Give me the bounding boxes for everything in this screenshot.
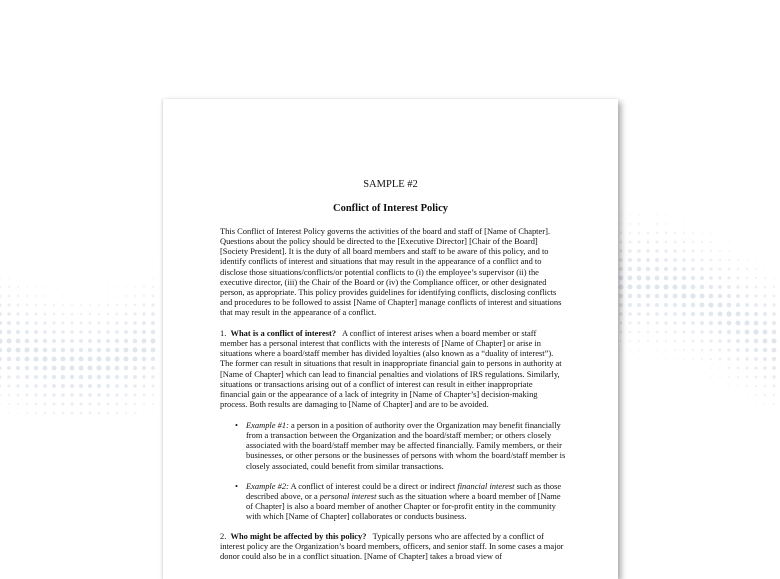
intro-paragraph: This Conflict of Interest Policy governs the activities of the board and staff of [Name of Chapter]. Questions about the policy should be directed to the [Executive Director] [Chair of the Board] [Society President]. It is the duty of all board members and staff to be aware of this policy, and to identify conflicts of interest and situations that may result in the appearance of a conflict and to disclose those situations/conflicts/or potential conflicts to (i) the employee’s supervisor (ii) the executive director, (iii) the Chair of the Board or (iv) the Compliance officer, or other designated person, as appropriate. This policy provides guidelines for identifying conflicts, disclosing conflicts and procedures to be followed to assist [Name of Chapter] manage conflicts of interest and situations that may result in the appearance of a conflict. [220,226,564,317]
example-text: A conflict of interest could be a direct or indirect [289,481,457,491]
section-2-heading: Who might be affected by this policy? [231,531,367,541]
section-1-body: A conflict of interest arises when a board member or staff member has a personal interest that conflicts with the interests of [Name of Chapter] or arise in situations where a board/staff member has divided loyalties (also known as a “duality of interest”). The former can result in situations that result in inappropriate financial gain to persons in authority at [Name of Chapter] which can lead to financial penalties and violations of IRS regulations. Similarly, situations or transactions arising out of a conflict of interest can result in either inappropriate financial gain or the appearance of a lack of integrity in [Name of Chapter’s] decision-making process. Both results are damaging to [Name of Chapter] and are to be avoided. [220,328,562,409]
example-label: Example #2: [246,481,289,491]
list-item [235,481,567,522]
section-1-heading: What is a conflict of interest? [231,328,337,338]
bullet-icon: • [235,481,238,491]
examples-list [235,420,567,531]
section-2 [220,531,564,561]
bullet-icon: • [235,420,238,430]
section-1-number: 1. [220,328,226,338]
sample-label: SAMPLE #2 [163,179,618,190]
example-text: a person in a position of authority over the Organization may benefit financially from a transaction between the Organization and the board/staff member; or others closely associated with the board/staff member may be affected financially. Family members, or their businesses, or other persons or the businesses of persons with whom the board/staff member is closely associated, could benefit from similar transactions. [246,420,565,471]
example-label: Example #1: [246,420,289,430]
list-item [235,420,567,471]
section-2-number: 2. [220,531,226,541]
document-page [163,99,618,579]
section-1 [220,328,564,409]
section-2-body: Typically persons who are affected by a conflict of interest policy are the Organization’s board members, officers, and senior staff. In some cases a major donor could also be in a conflict situation. [Name of Chapter] takes a broad view of [220,531,563,561]
example-text: such as the situation where a board member of [Name of Chapter] is also a board member of another Chapter or for-profit entity in the community with which [Name of Chapter] collaborates or conducts business. [246,491,561,521]
document-title: Conflict of Interest Policy [163,203,618,214]
example-emphasis: personal interest [320,491,377,501]
example-emphasis: financial interest [457,481,514,491]
example-text: such as those described above, or a [246,481,561,501]
